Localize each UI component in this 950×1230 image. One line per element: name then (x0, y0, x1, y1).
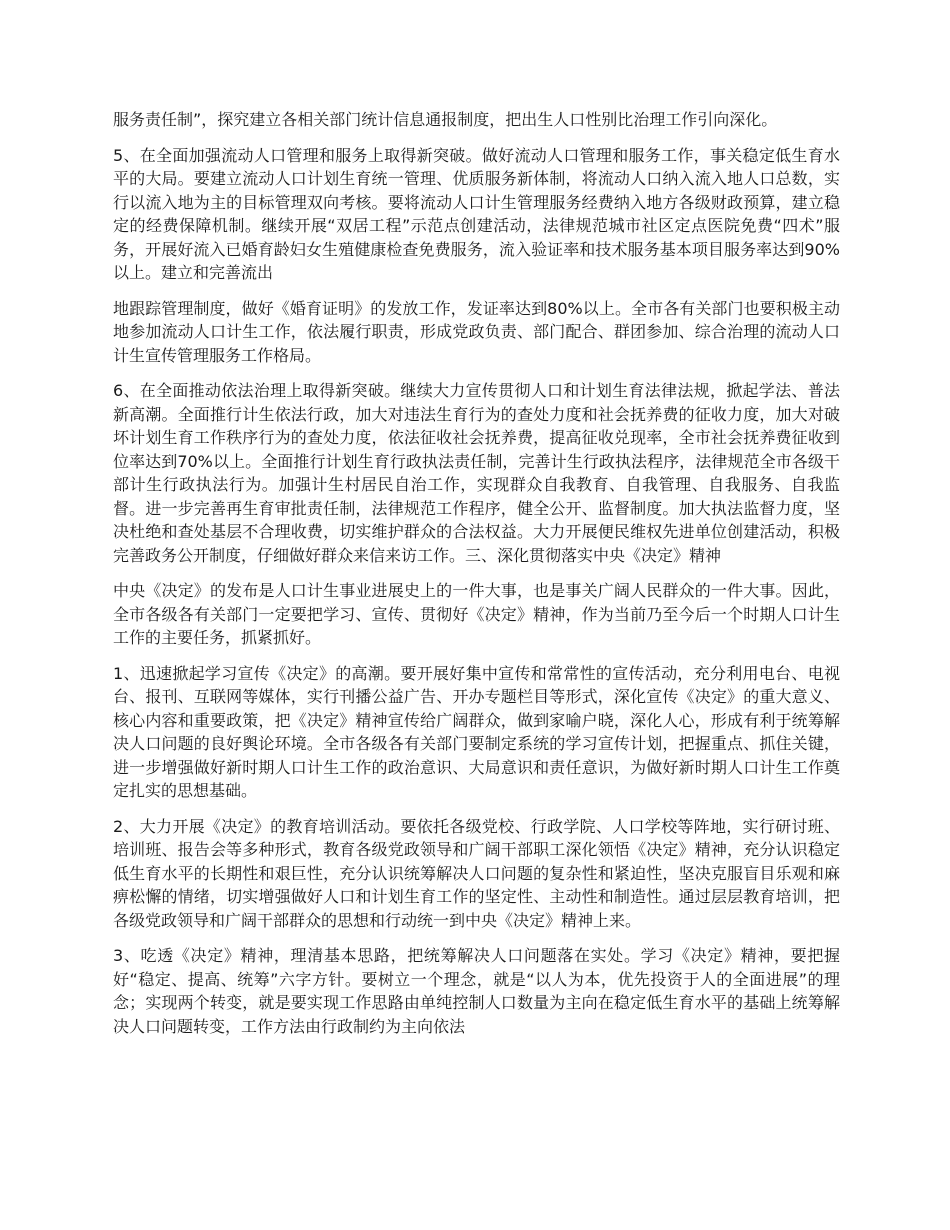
paragraph-responsibility-system: 服务责任制”，探究建立各相关部门统计信息通报制度，把出生人口性别比治理工作引向深化。 (113, 110, 778, 129)
paragraph-basic-ideas-3: 3、吃透《决定》精神，理清基本思路，把统筹解决人口问题落在实处。学习《决定》精神，要把握好“稳定、提高、统筹”六字方针。要树立一个理念，就是“以人为本，优先投资于人的全面进展”的理念；实现两个转变，就是要实现工作思路由单纯控制人口数量为主向在稳定低生育水平的基础上统筹解决人口问题转变，工作方法由行政制约为主向依法 (113, 946, 840, 1036)
paragraph-tracking-management: 地跟踪管理制度，做好《婚育证明》的发放工作，发证率达到80%以上。全市各有关部门也要积极主动地参加流动人口计生工作，依法履行职责，形成党政负责、部门配合、群团参加、综合治理的流动人口计生宣传管理服务工作格局。 (113, 298, 840, 365)
paragraph-floating-population-5: 5、在全面加强流动人口管理和服务上取得新突破。做好流动人口管理和服务工作，事关稳定低生育水平的大局。要建立流动人口计划生育统一管理、优质服务新体制，将流动人口纳入流入地人口总数，实行以流入地为主的目标管理双向考核。要将流动人口计生管理服务经费纳入地方各级财政预算，建立稳定的经费保障机制。继续开展“双居工程”示范点创建活动，法律规范城市社区定点医院免费“四术”服务，开展好流入已婚育龄妇女生殖健康检查免费服务，流入验证率和技术服务基本项目服务率达到90%以上。建立和完善流出 (113, 145, 840, 282)
document-body (113, 108, 840, 1050)
paragraph-rule-of-law-6: 6、在全面推动依法治理上取得新突破。继续大力宣传贯彻人口和计划生育法律法规，掀起学法、普法新高潮。全面推行计生依法行政，加大对违法生育行为的查处力度和社会抚养费的征收力度，加大对破坏计划生育工作秩序行为的查处力度，依法征收社会抚养费，提高征收兑现率，全市社会抚养费征收到位率达到70%以上。全面推行计划生育行政执法责任制，完善计生行政执法程序，法律规范全市各级干部计生行政执法行为。加强计生村居民自治工作，实现群众自我教育、自我管理、自我服务、自我监督。进一步完善再生育审批责任制，法律规范工作程序，健全公开、监督制度。加大执法监督力度，坚决杜绝和查处基层不合理收费，切实维护群众的合法权益。大力开展便民维权先进单位创建活动，积极完善政务公开制度，仔细做好群众来信来访工作。三、深化贯彻落实中央《决定》精神 (113, 381, 840, 565)
paragraph-training-2: 2、大力开展《决定》的教育培训活动。要依托各级党校、行政学院、人口学校等阵地，实行研讨班、培训班、报告会等多种形式，教育各级党政领导和广阔干部职工深化领悟《决定》精神，充分认识稳定低生育水平的长期性和艰巨性，充分认识统筹解决人口问题的复杂性和紧迫性，坚决克服盲目乐观和麻痹松懈的情绪，切实增强做好人口和计划生育工作的坚定性、主动性和制造性。通过层层教育培训，把各级党政领导和广阔干部群众的思想和行动统一到中央《决定》精神上来。 (113, 816, 840, 930)
paragraph-publicity-1: 1、迅速掀起学习宣传《决定》的高潮。要开展好集中宣传和常常性的宣传活动，充分利用电台、电视台、报刊、互联网等媒体，实行刊播公益广告、开办专题栏目等形式，深化宣传《决定》的重大意义、核心内容和重要政策，把《决定》精神宣传给广阔群众，做到家喻户晓，深化人心，形成有利于统筹解决人口问题的良好舆论环境。全市各级各有关部门要制定系统的学习宣传计划，把握重点、抓住关键，进一步增强做好新时期人口计生工作的政治意识、大局意识和责任意识，为做好新时期人口计生工作奠定扎实的思想基础。 (113, 663, 840, 800)
paragraph-central-decision: 中央《决定》的发布是人口计生事业进展史上的一件大事，也是事关广阔人民群众的一件大事。因此，全市各级各有关部门一定要把学习、宣传、贯彻好《决定》精神，作为当前乃至今后一个时期人口计生工作的主要任务，抓紧抓好。 (113, 581, 840, 647)
